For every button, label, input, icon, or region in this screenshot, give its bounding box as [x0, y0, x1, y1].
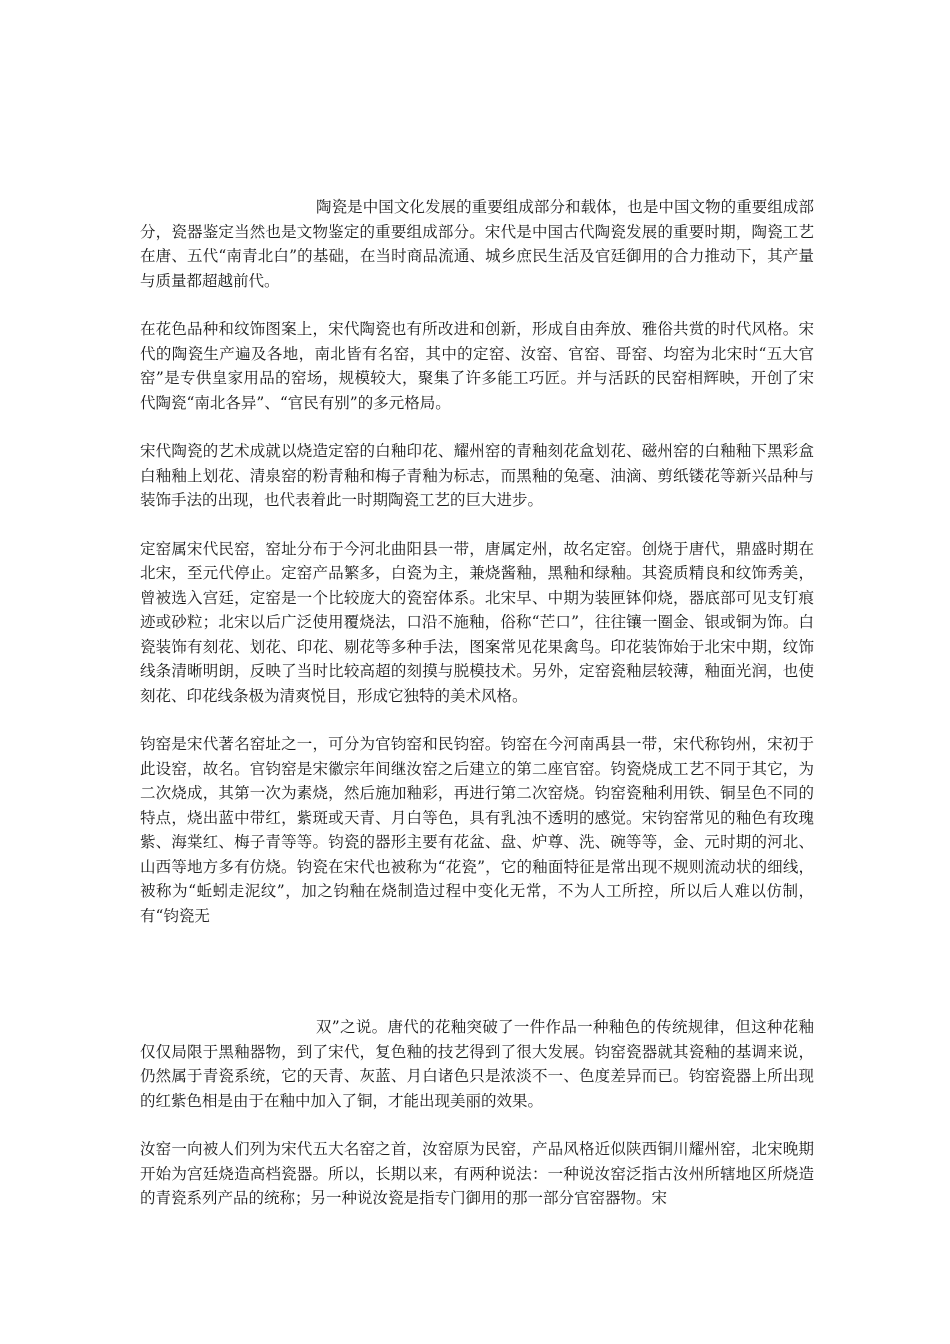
paragraph-decoration: 在花色品种和纹饰图案上，宋代陶瓷也有所改进和创新，形成自由奔放、雅俗共赏的时代风格。宋代的陶瓷生产遍及各地，南北皆有名窑，其中的定窑、汝窑、官窑、哥窑、均窑为北宋时“五大官窑”是专供皇家用品的窑场，规模较大，聚集了许多能工巧匠。并与活跃的民窑相辉映，开创了宋代陶瓷“南北各异”、“官民有别”的多元格局。	[140, 320, 814, 412]
paragraph-ru-kiln: 汝窑一向被人们列为宋代五大名窑之首，汝窑原为民窑，产品风格近似陕西铜川耀州窑，北宋晚期开始为宫廷烧造高档瓷器。所以，长期以来，有两种说法：一种说汝窑泛指古汝州所辖地区所烧造的青瓷系列产品的统称；另一种说汝瓷是指专门御用的那一部分官窑器物。宋	[140, 1140, 814, 1207]
paragraph-artistic-achievement: 宋代陶瓷的艺术成就以烧造定窑的白釉印花、耀州窑的青釉刻花盒划花、磁州窑的白釉釉下黑彩盒白釉釉上划花、清泉窑的粉青釉和梅子青釉为标志，而黑釉的兔毫、油滴、剪纸镂花等新兴品种与装饰手法的出现，也代表着此一时期陶瓷工艺的巨大进步。	[140, 442, 814, 509]
text-block-lower	[140, 1015, 814, 1235]
text-block-upper	[140, 195, 814, 952]
paragraph-intro: 陶瓷是中国文化发展的重要组成部分和载体，也是中国文物的重要组成部分，瓷器鉴定当然也是文物鉴定的重要组成部分。宋代是中国古代陶瓷发展的重要时期，陶瓷工艺在唐、五代“南青北白”的基础，在当时商品流通、城乡庶民生活及官廷御用的合力推动下，其产量与质量都超越前代。	[140, 198, 814, 290]
paragraph-jun-kiln: 钧窑是宋代著名窑址之一，可分为官钧窑和民钧窑。钧窑在今河南禹县一带，宋代称钧州，宋初于此设窑，故名。官钧窑是宋徽宗年间继汝窑之后建立的第二座官窑。钧瓷烧成工艺不同于其它，为二次烧成，其第一次为素烧，然后施加釉彩，再进行第二次窑烧。钧窑瓷釉利用铁、铜呈色不同的特点，烧出蓝中带红，紫斑或天青、月白等色，具有乳浊不透明的感觉。宋钧窑常见的釉色有玫瑰紫、海棠红、梅子青等等。钧瓷的器形主要有花盆、盘、炉尊、洗、碗等等，金、元时期的河北、山西等地方多有仿烧。钧瓷在宋代也被称为“花瓷”，它的釉面特征是常出现不规则流动状的细线，被称为“蚯蚓走泥纹”，加之钧釉在烧制造过程中变化无常，不为人工所控，所以后人难以仿制，有“钧瓷无	[140, 735, 814, 925]
paragraph-jun-kiln-continued: 双”之说。唐代的花釉突破了一件作品一种釉色的传统规律，但这种花釉仅仅局限于黑釉器物，到了宋代，复色釉的技艺得到了很大发展。钧窑瓷器就其瓷釉的基调来说，仍然属于青瓷系统，它的天青、灰蓝、月白诸色只是浓淡不一、色度差异而已。钧窑瓷器上所出现的红紫色相是由于在釉中加入了铜，才能出现美丽的效果。	[140, 1018, 814, 1110]
paragraph-ding-kiln: 定窑属宋代民窑，窑址分布于今河北曲阳县一带，唐属定州，故名定窑。创烧于唐代，鼎盛时期在北宋，至元代停止。定窑产品繁多，白瓷为主，兼烧酱釉，黑釉和绿釉。其瓷质精良和纹饰秀美，曾被选入宫廷，定窑是一个比较庞大的瓷窑体系。北宋早、中期为装匣钵仰烧，器底部可见支钉痕迹或砂粒；北宋以后广泛使用覆烧法，口沿不施釉，俗称“芒口”，往往镶一圈金、银或铜为饰。白瓷装饰有刻花、划花、印花、剔花等多种手法，图案常见花果禽鸟。印花装饰始于北宋中期，纹饰线条清晰明朗，反映了当时比较高超的刻摸与脱模技术。另外，定窑瓷釉层较薄，釉面光润，也使刻花、印花线条极为清爽悦目，形成它独特的美术风格。	[140, 539, 814, 705]
